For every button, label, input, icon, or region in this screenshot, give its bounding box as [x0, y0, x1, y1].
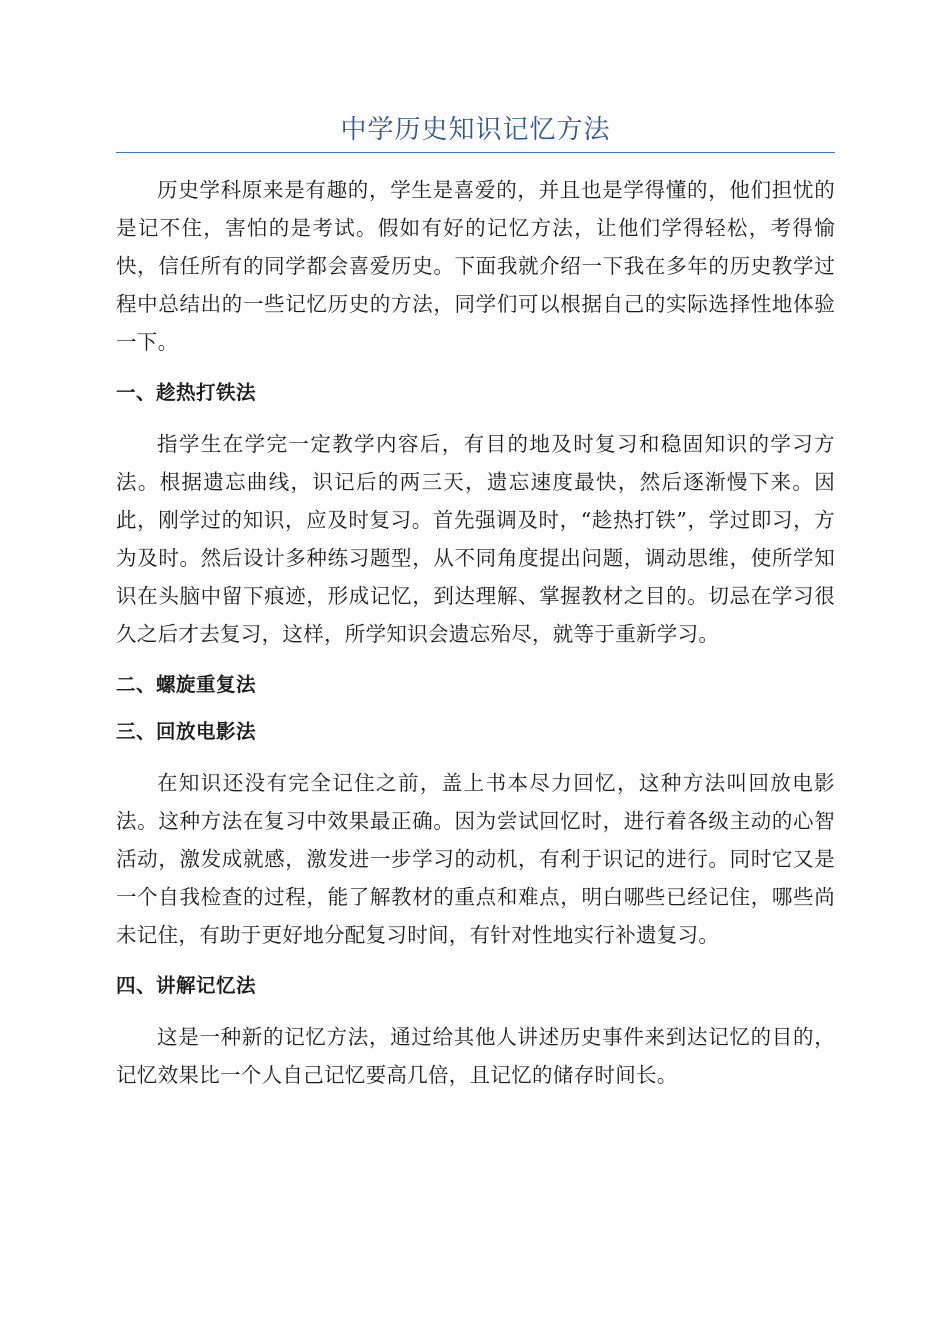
section-body-3: 在知识还没有完全记住之前，盖上书本尽力回忆，这种方法叫回放电影法。这种方法在复习中效果最正确。因为尝试回忆时，进行着各级主动的心智活动，激发成就感，激发进一步学习的动机，有利于识记的进行。同时它又是一个自我检查的过程，能了解教材的重点和难点，明白哪些已经记住，哪些尚未记住，有助于更好地分配复习时间，有针对性地实行补遗复习。	[116, 771, 835, 947]
section-body-1: 指学生在学完一定教学内容后，有目的地及时复习和稳固知识的学习方法。根据遗忘曲线，识记后的两三天，遗忘速度最快，然后逐渐慢下来。因此，刚学过的知识，应及时复习。首先强调及时，“趁热打铁”，学过即习，方为及时。然后设计多种练习题型，从不同角度提出问题，调动思维，使所学知识在头脑中留下痕迹，形成记忆，到达理解、掌握教材之目的。切忌在学习很久之后才去复习，这样，所学知识会遗忘殆尽，就等于重新学习。	[116, 432, 835, 646]
section-heading-1: 一、趁热打铁法	[116, 381, 257, 404]
section-body-4: 这是一种新的记忆方法，通过给其他人讲述历史事件来到达记忆的目的，记忆效果比一个人自己记忆要高几倍，且记忆的储存时间长。	[116, 1025, 835, 1087]
section-heading-3: 三、回放电影法	[116, 720, 257, 743]
section-heading-4: 四、讲解记忆法	[116, 974, 257, 997]
document-page	[116, 112, 835, 1094]
intro-paragraph: 历史学科原来是有趣的，学生是喜爱的，并且也是学得懂的，他们担忧的是记不住，害怕的是考试。假如有好的记忆方法，让他们学得轻松，考得愉快，信任所有的同学都会喜爱历史。下面我就介绍一下我在多年的历史教学过程中总结出的一些记忆历史的方法，同学们可以根据自己的实际选择性地体验一下。	[116, 178, 835, 354]
title-underline	[116, 152, 835, 153]
document-title: 中学历史知识记忆方法	[340, 115, 611, 145]
section-heading-2: 二、螺旋重复法	[116, 673, 257, 696]
